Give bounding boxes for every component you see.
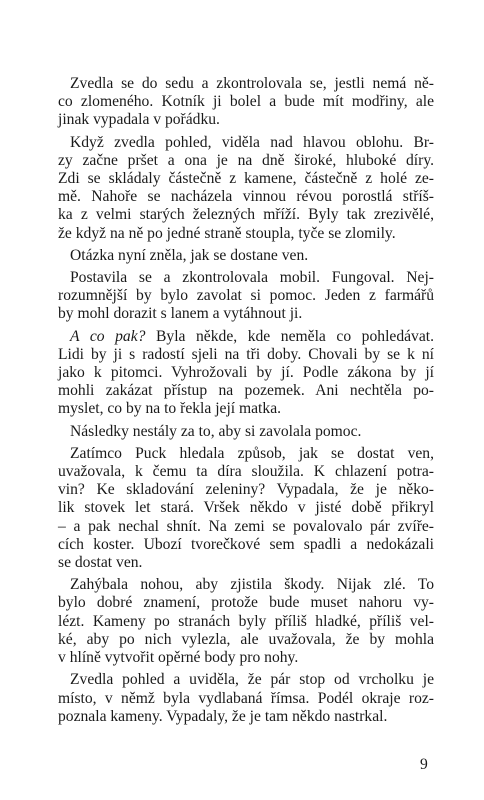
text-line: Zatímco Puck hledala způsob, jak se dostat ven, xyxy=(70,444,434,462)
text-line: Zahýbala nohou, aby zjistila škody. Nijak zlé. To xyxy=(70,576,434,594)
text-line: v hlíně vytvořit opěrné body pro nohy. xyxy=(58,649,299,667)
text-line: cích koster. Ubozí tvorečkové sem spadli a nedokázali xyxy=(58,535,434,553)
text-line: lik stovek let stará. Vršek někdo v jisté době přikryl xyxy=(58,499,434,517)
text-line: vin? Ke skladování zeleniny? Vypadala, že je něko- xyxy=(58,481,434,499)
text-line: zy začne pršet a ona je na dně široké, hluboké díry. xyxy=(58,151,434,169)
text-line: poznala kameny. Vypadaly, že je tam někdo nastrkal. xyxy=(58,707,388,725)
text-line: co zlomeného. Kotník ji bolel a bude mít modřiny, ale xyxy=(58,93,434,111)
text-line: Když zvedla pohled, viděla nad hlavou oblohu. Br- xyxy=(70,133,434,151)
text-line: Zdi se skládaly částečně z kamene, částečně z holé ze- xyxy=(58,170,434,188)
paragraph xyxy=(58,328,434,419)
text-line: bylo dobré znamení, protože bude muset nahoru vy- xyxy=(58,594,434,612)
text-line: se dostat ven. xyxy=(58,554,143,572)
text-line: mě. Nahoře se nacházela vinnou révou porostlá stříš- xyxy=(58,188,434,206)
text-line: – a pak nechal shnít. Na zemi se povalovalo pár zvíře- xyxy=(58,517,434,535)
text-line: uvažovala, k čemu ta díra sloužila. K chlazení potra- xyxy=(58,463,434,481)
text-line: mohli zakázat přístup na pozemek. Ani nechtěla po- xyxy=(58,382,434,400)
text-line: Zvedla pohled a uviděla, že pár stop od vrcholku je xyxy=(70,671,434,689)
text-line-rest: Byla někde, kde neměla co pohledávat. xyxy=(145,327,434,345)
text-line: Postavila se a zkontrolovala mobil. Fungoval. Nej- xyxy=(70,269,434,287)
text-line: Otázka nyní zněla, jak se dostane ven. xyxy=(70,246,309,264)
paragraph xyxy=(58,247,434,265)
text-line: jinak vypadala v pořádku. xyxy=(58,111,220,129)
italic-phrase: A co pak? xyxy=(70,327,146,345)
paragraph xyxy=(58,423,434,441)
text-line: Lidi by ji s radostí sjeli na tři doby. Chovali by se k ní xyxy=(58,345,434,363)
text-line: místo, v němž byla vydlabaná římsa. Podél okraje roz- xyxy=(58,689,434,707)
paragraph xyxy=(58,671,434,726)
text-line: že když na ně po jedné straně stoupla, tyče se zlomily. xyxy=(58,224,396,242)
text-line: ké, aby po nich vylezla, ale uvažovala, že by mohla xyxy=(58,630,434,648)
text-line: ka z velmi starých železných mříží. Byly tak zrezivělé, xyxy=(58,206,434,224)
text-line: by mohl dorazit s lanem a vytáhnout ji. xyxy=(58,305,303,323)
text-line: rozumnější by bylo zavolat si pomoc. Jeden z farmářů xyxy=(58,287,434,305)
paragraph xyxy=(58,576,434,667)
text-line: jako k pitomci. Vyhrožovali by jí. Podle zákona by jí xyxy=(58,364,434,382)
text-line: lézt. Kameny po stranách byly příliš hladké, příliš vel- xyxy=(58,612,434,630)
text-line xyxy=(58,328,434,346)
paragraph xyxy=(58,269,434,324)
body-text xyxy=(58,75,434,730)
text-line: Zvedla se do sedu a zkontrolovala se, jestli nemá ně- xyxy=(70,75,434,92)
page-number: 9 xyxy=(420,756,428,773)
paragraph xyxy=(58,134,434,243)
text-line: Následky nestály za to, aby si zavolala pomoc. xyxy=(70,422,362,440)
text-line: myslet, co by na to řekla její matka. xyxy=(58,400,282,418)
paragraph xyxy=(58,75,434,130)
paragraph xyxy=(58,445,434,572)
